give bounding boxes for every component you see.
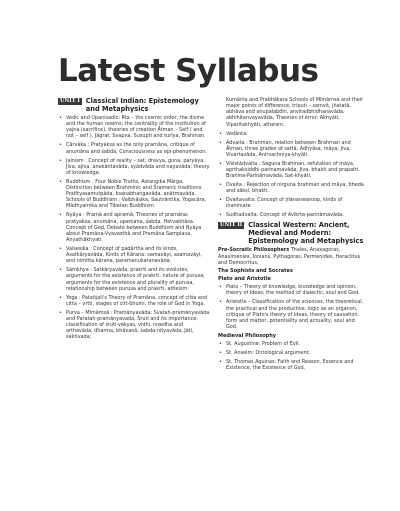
- plato-list: [218, 284, 366, 330]
- list-item: • Purva – Mīmāmsā : Pramānyavāda: Svatah-pramānyavāda and Paratah-pramānyavada, Śruti and its importance, classification of śruti-vākyas, vidhi, nisedha and arthavāda, dharma, bhāvanā, śabda-nityavāda, Jāti, śaktivada;: [58, 310, 210, 341]
- list-item: • Dvaita : Rejection of nirguna brahman and māya, bheda and sākṣi, bhakti.: [218, 182, 366, 194]
- right-list: [218, 97, 366, 218]
- unit-2-heading: [218, 221, 366, 245]
- list-item: • Advaita : Brahman, relation between Brahman and Ātman, three grades of sattā, Adhyāsa, māya, Jiva, Vivartavāda, Anirvachniya-khyāti.: [218, 140, 366, 158]
- list-item: • St. Augustine: Problem of Evil.: [218, 341, 366, 347]
- list-item: • Vaiśesika : Concept of padārtha and its kinds, Asatkāryavāda, Kinds of Kārana: samavāyi, asamavāyi, and nimitta kārana, paramanukaranavāda.: [58, 246, 210, 264]
- list-item: • Plato – Theory of knowledge, knowledge and opinion, theory of Ideas; the method of dialectic, soul and God.: [218, 284, 366, 296]
- list-item: • Viśistādvaita : Saguna Brahman, refutation of māya, aprthaksiddhi parinamavāda, Jiva, bhakti and prapatti, Brahma-Parināmavāda, Sat-khyāti.: [218, 161, 366, 179]
- sophists-heading: The Sophists and Socrates: [218, 267, 293, 274]
- presocratic-paragraph: [218, 247, 366, 265]
- plato-heading: Plato and Aristotle: [218, 276, 271, 283]
- list-item: • Sāmkhya : Satkāryavāda, prakrti and its evolutes, arguments for the existence of prakrti, nature of purusa, arguments for the existence and plurality of purusa, relationship between purusa and prakrti, atheism.: [58, 267, 210, 292]
- list-item: • Yoga : Patañjali's Theory of Pramāna, concept of citta and citta – vrtti, stages of citt-bhumi, the role of God in Yoga.: [58, 295, 210, 307]
- list-item: • Nyāya : Pramā and apramā, Theories of pramāna: pratyaksa, anumāna, upamana, śabda. Hetvabhāsa. Concept of God. Debate between Buddhism and Nyāya about Pramāna-Vyavasthā and Pramāna Samplava. Anyathākhyati.: [58, 212, 210, 243]
- unit-1-heading: [58, 97, 210, 113]
- page-title: Latest Syllabus: [58, 53, 319, 89]
- list-item: • Cārvāka : Pratyaksa as the only pramāna, critique of anumāna and śabda, Consciousness as epi-phenomenon.: [58, 142, 210, 154]
- unit-1-title: Classical Indian: Epistemology and Metaphysics: [85, 97, 199, 113]
- list-item: • Aristotle – Classification of the sciences, the theoretical, the practical and the productive, logic as an organon, critique of Plato's theory of Ideas, theory of causation, form and matter, potentiality and actuality, soul and God.: [218, 299, 366, 330]
- left-column: [58, 97, 210, 343]
- list-item: • St. Anselm: Ontological argument.: [218, 350, 366, 356]
- list-item: Kumārila and Prabhākara Schools of Mīmāmsa and their major points of difference, triputi – samvit, jñatatā, abhāva and anupalabdhi, anvitadbhidhanavāda, abhihitanvayavāda, Theories of error: Akhyāti, Viparitakhyāti, atheism.: [226, 97, 364, 128]
- medieval-heading: Medieval Philosophy: [218, 333, 277, 339]
- unit-1-badge: UNIT I: [60, 98, 80, 104]
- presocratic-text: Thales, Anaxagoras, Anaximenies, Ionians, Pythagoras, Parmenides, Heraclitus and Democritus,: [218, 247, 361, 266]
- list-item: • Dvaitavaita: Concept of jñānanwaroop, kinds of inanimate: [218, 197, 366, 209]
- list-item: • Vedānta:: [218, 131, 366, 137]
- list-item: • Sudhadvaita: Concept of Avikrta-parināmavāda.: [218, 212, 366, 218]
- list-item: • St. Thomas Aquinas: Faith and Reason, Essence and Existence, the Existence of God.: [218, 359, 366, 371]
- unit-2-title: Classical Western: Ancient, Medieval and Modern: Epistemology and Metaphysics: [248, 221, 364, 246]
- list-item: • Vedic and Upanisadic: Rta – the cosmic order, the divine and the human realms; the centrality of the institution of yajna (sacrifice), theories of creation Ātman – Self ( and not – self ), Jāgrat, Svapna, Susupti and turīya, Brahman.: [58, 115, 210, 140]
- presocratic-label: Pre-Socratic Philosophers: [218, 247, 290, 254]
- right-column: [218, 97, 366, 374]
- unit-2-badge: UNIT II: [220, 222, 243, 229]
- list-item: • Jainism : Concept of reality – sat, dravya, guna, paryāya, Jīva, ajīva, anekāntavāda, syādvāda and nayavāda; theory of knowledge.: [58, 158, 210, 176]
- medieval-list: [218, 341, 366, 371]
- list-item: • Buddhism : Four Noble Truths, Āstangika Mārga, Distinction between Brahminic and Śramanic traditions. Pratītyasamutpāda, ksanabhangavāda, anātmavāda. Schools of Buddhism : Vaibhāsika, Sautrāntika, Yogacāra, Mādhyamika and Tibetan Buddhism.: [58, 179, 210, 210]
- unit-1-list: [58, 115, 210, 341]
